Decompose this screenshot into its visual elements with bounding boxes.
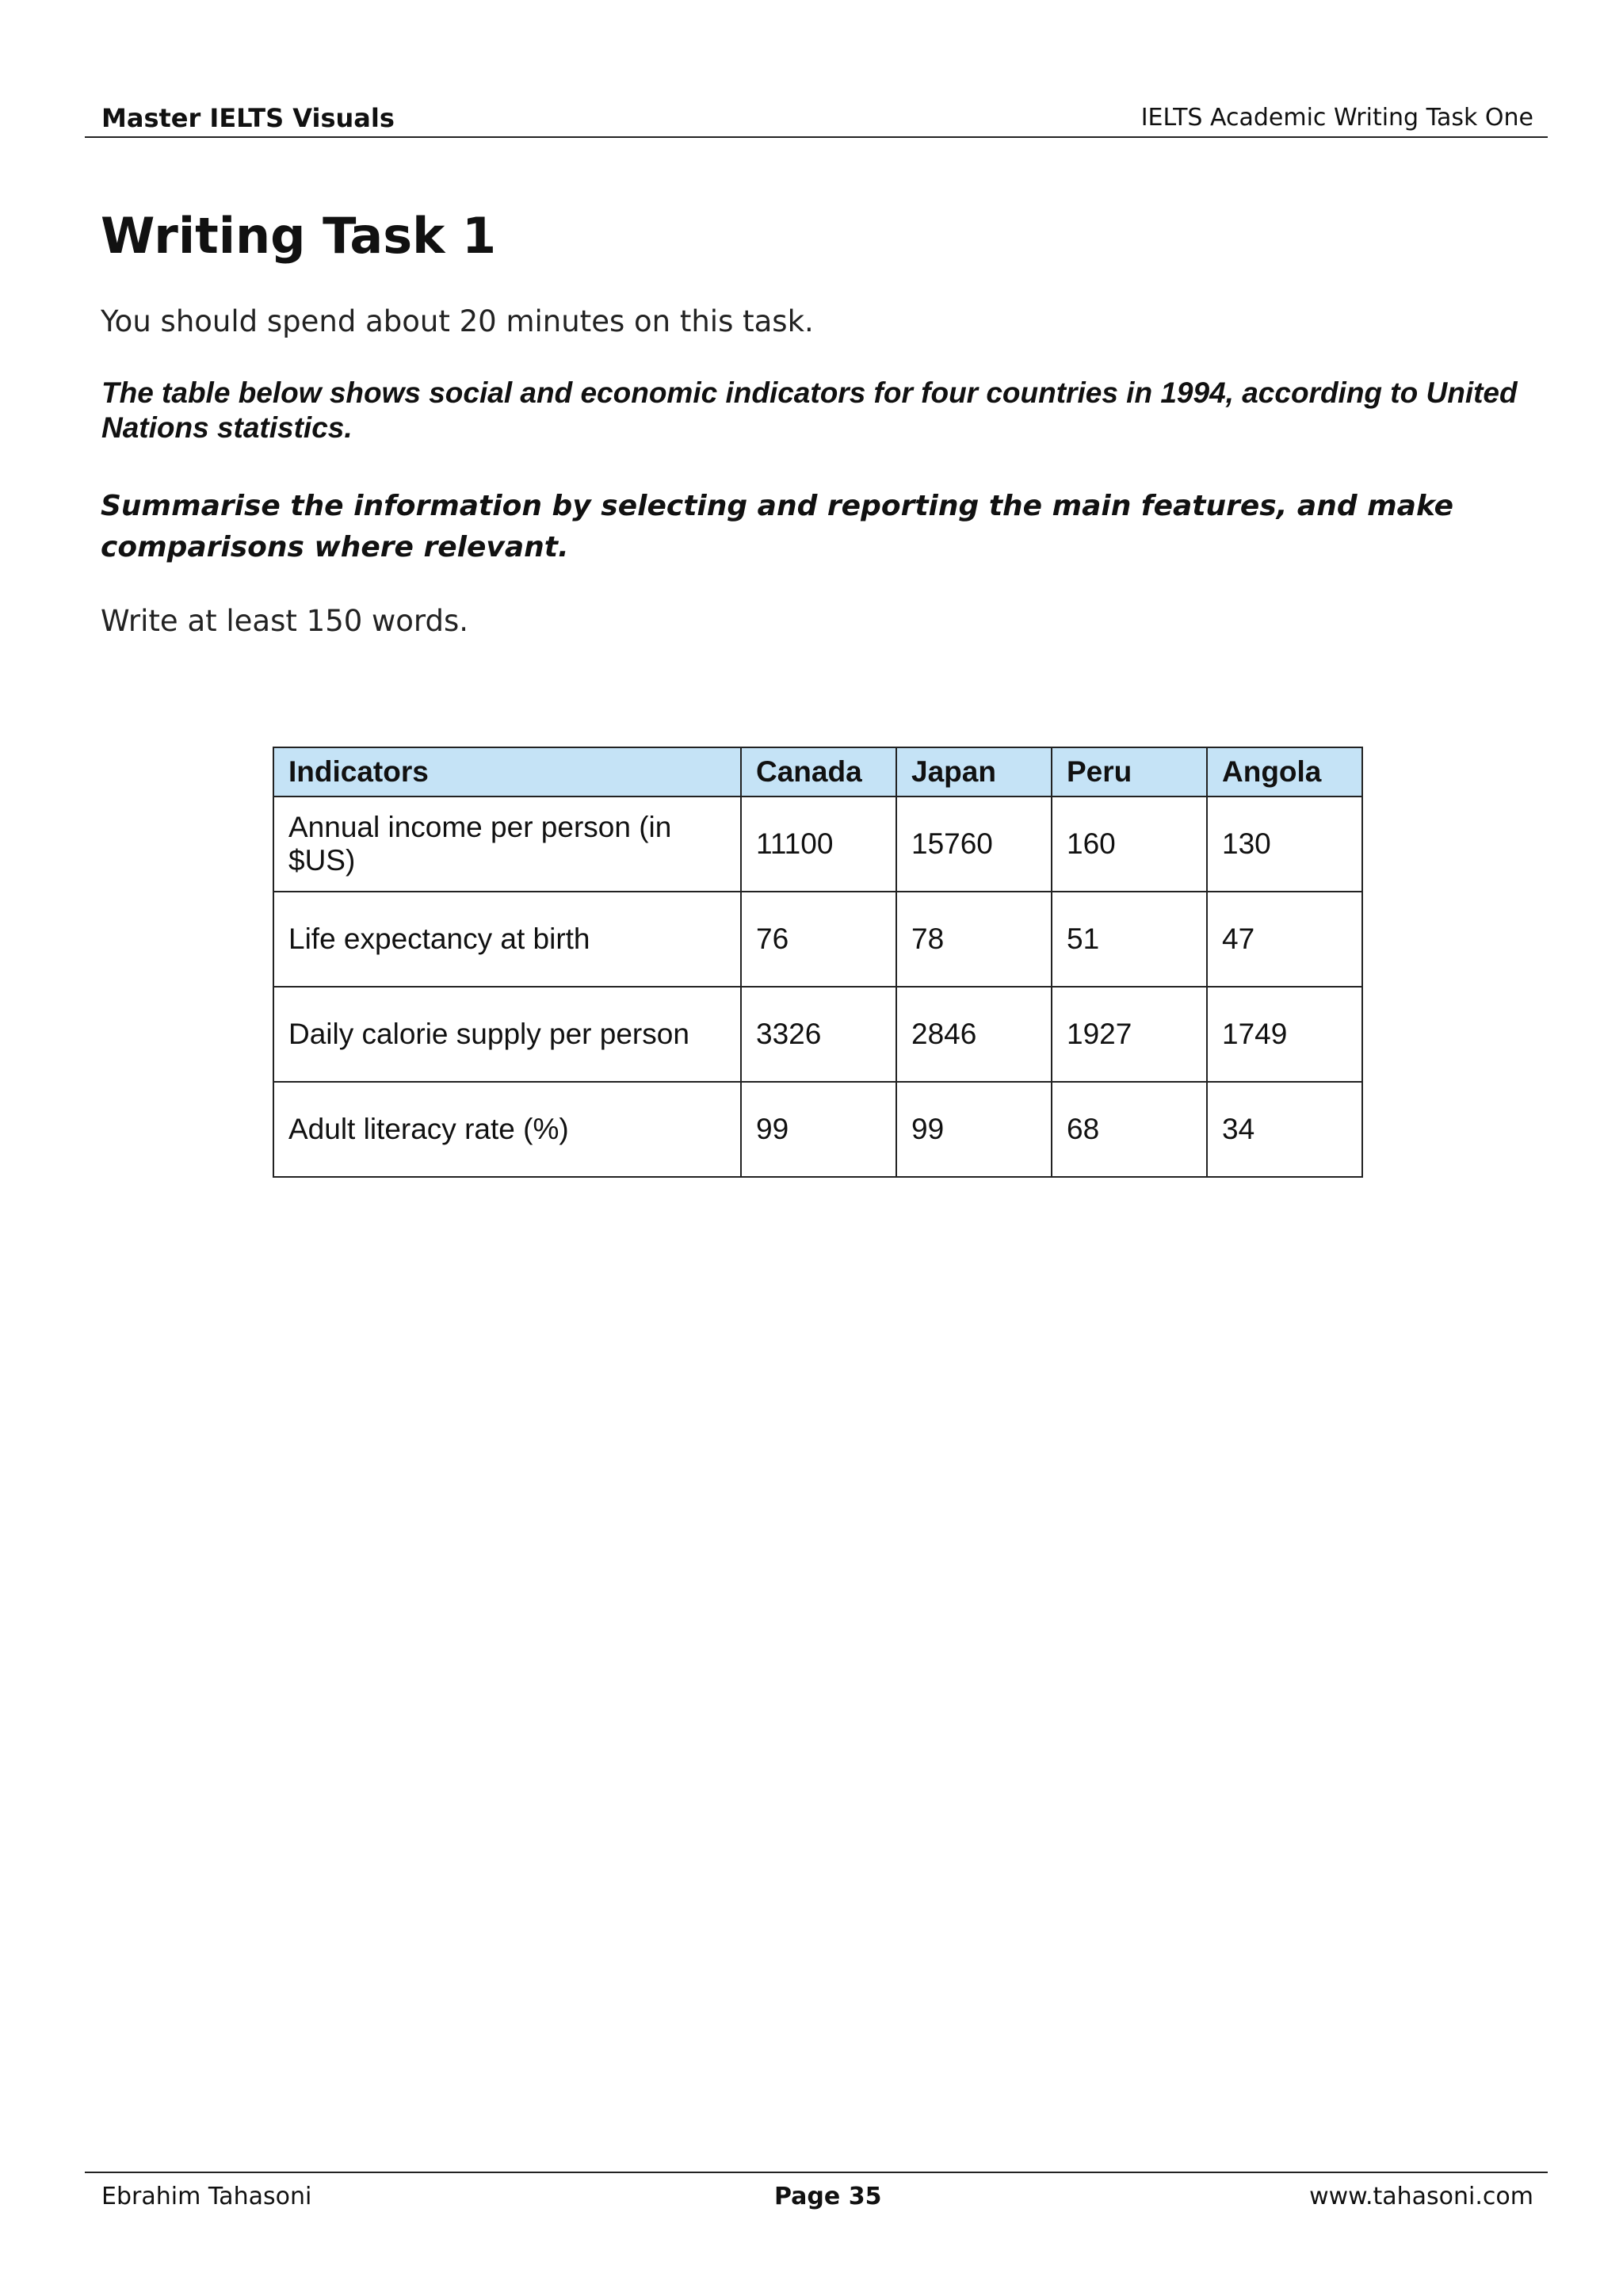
footer-author: Ebrahim Tahasoni <box>101 2183 312 2210</box>
header-section-title: IELTS Academic Writing Task One <box>1140 104 1533 132</box>
row-label-income: Annual income per person (in $US) <box>273 797 741 892</box>
table-cell: 160 <box>1052 797 1207 892</box>
table-cell: 1927 <box>1052 987 1207 1082</box>
footer-website: www.tahasoni.com <box>1309 2183 1533 2210</box>
table-row <box>273 1082 1362 1177</box>
table-cell: 78 <box>896 892 1052 987</box>
header-book-title: Master IELTS Visuals <box>101 103 395 133</box>
table-row <box>273 987 1362 1082</box>
column-header-angola: Angola <box>1207 747 1362 797</box>
table-cell: 11100 <box>741 797 896 892</box>
row-label-calorie-supply: Daily calorie supply per person <box>273 987 741 1082</box>
table-cell: 3326 <box>741 987 896 1082</box>
table-header-row <box>273 747 1362 797</box>
table-cell: 68 <box>1052 1082 1207 1177</box>
page-header <box>85 97 1548 138</box>
indicators-table <box>273 747 1363 1178</box>
column-header-peru: Peru <box>1052 747 1207 797</box>
row-label-life-expectancy: Life expectancy at birth <box>273 892 741 987</box>
table-row <box>273 797 1362 892</box>
table-cell: 51 <box>1052 892 1207 987</box>
table-cell: 130 <box>1207 797 1362 892</box>
page-number: Page 35 <box>774 2183 882 2210</box>
table-cell: 1749 <box>1207 987 1362 1082</box>
table-cell: 99 <box>896 1082 1052 1177</box>
column-header-canada: Canada <box>741 747 896 797</box>
table-row <box>273 892 1362 987</box>
column-header-japan: Japan <box>896 747 1052 797</box>
table-cell: 76 <box>741 892 896 987</box>
table-cell: 99 <box>741 1082 896 1177</box>
column-header-indicators: Indicators <box>273 747 741 797</box>
task-time-note: You should spend about 20 minutes on this task. <box>101 304 814 338</box>
table-cell: 2846 <box>896 987 1052 1082</box>
page-footer <box>85 2172 1548 2213</box>
table-cell: 15760 <box>896 797 1052 892</box>
page-title: Writing Task 1 <box>101 207 497 265</box>
table-cell: 47 <box>1207 892 1362 987</box>
table-cell: 34 <box>1207 1082 1362 1177</box>
row-label-literacy-rate: Adult literacy rate (%) <box>273 1082 741 1177</box>
task-prompt: The table below shows social and economic indicators for four countries in 1994, according to United Nations statistics. <box>101 376 1518 444</box>
word-count-note: Write at least 150 words. <box>101 604 469 638</box>
task-instruction: Summarise the information by selecting and reporting the main features, and make comparisons where relevant. <box>101 490 1454 563</box>
